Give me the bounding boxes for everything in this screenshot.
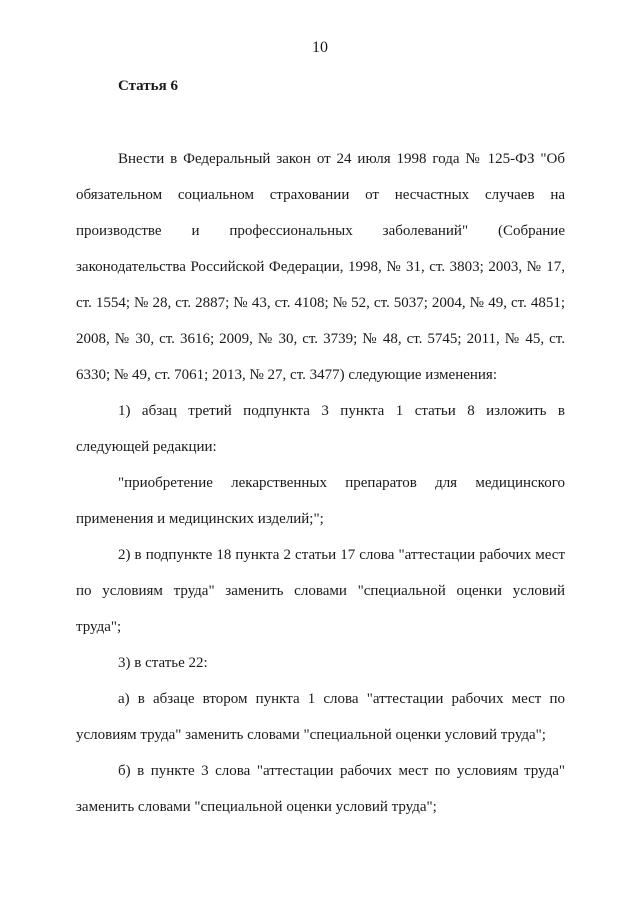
article-title: Статья 6 — [118, 78, 178, 94]
paragraph-item-3: 3) в статье 22: — [118, 655, 208, 671]
document-body — [76, 141, 565, 825]
paragraph-item-1-text: "приобретение лекарственных препаратов для медицинского применения и медицинских изделий;"; — [76, 475, 565, 527]
paragraph-item-1: 1) абзац третий подпункта 3 пункта 1 статьи 8 изложить в следующей редакции: — [76, 403, 565, 455]
page-number: 10 — [312, 39, 328, 56]
paragraph-intro: Внести в Федеральный закон от 24 июля 1998 года № 125-ФЗ "Об обязательном социальном страховании от несчастных случаев на производстве и профессиональных заболеваний" (Собрание законодательства Российской Федерации, 1998, № 31, ст. 3803; 2003, № 17, ст. 1554; № 28, ст. 2887; № 43, ст. 4108; № 52, ст. 5037; 2004, № 49, ст. 4851; 2008, № 30, ст. 3616; 2009, № 30, ст. 3739; № 48, ст. 5745; 2011, № 45, ст. 6330; № 49, ст. 7061; 2013, № 27, ст. 3477) следующие изменения: — [76, 151, 565, 383]
paragraph-item-3a: а) в абзаце втором пункта 1 слова "аттестации рабочих мест по условиям труда" заменить словами "специальной оценки условий труда"; — [76, 691, 565, 743]
paragraph-item-3b: б) в пункте 3 слова "аттестации рабочих мест по условиям труда" заменить словами "специальной оценки условий труда"; — [76, 763, 565, 815]
paragraph-item-2: 2) в подпункте 18 пункта 2 статьи 17 слова "аттестации рабочих мест по условиям труда" заменить словами "специальной оценки условий труда"; — [76, 547, 565, 635]
